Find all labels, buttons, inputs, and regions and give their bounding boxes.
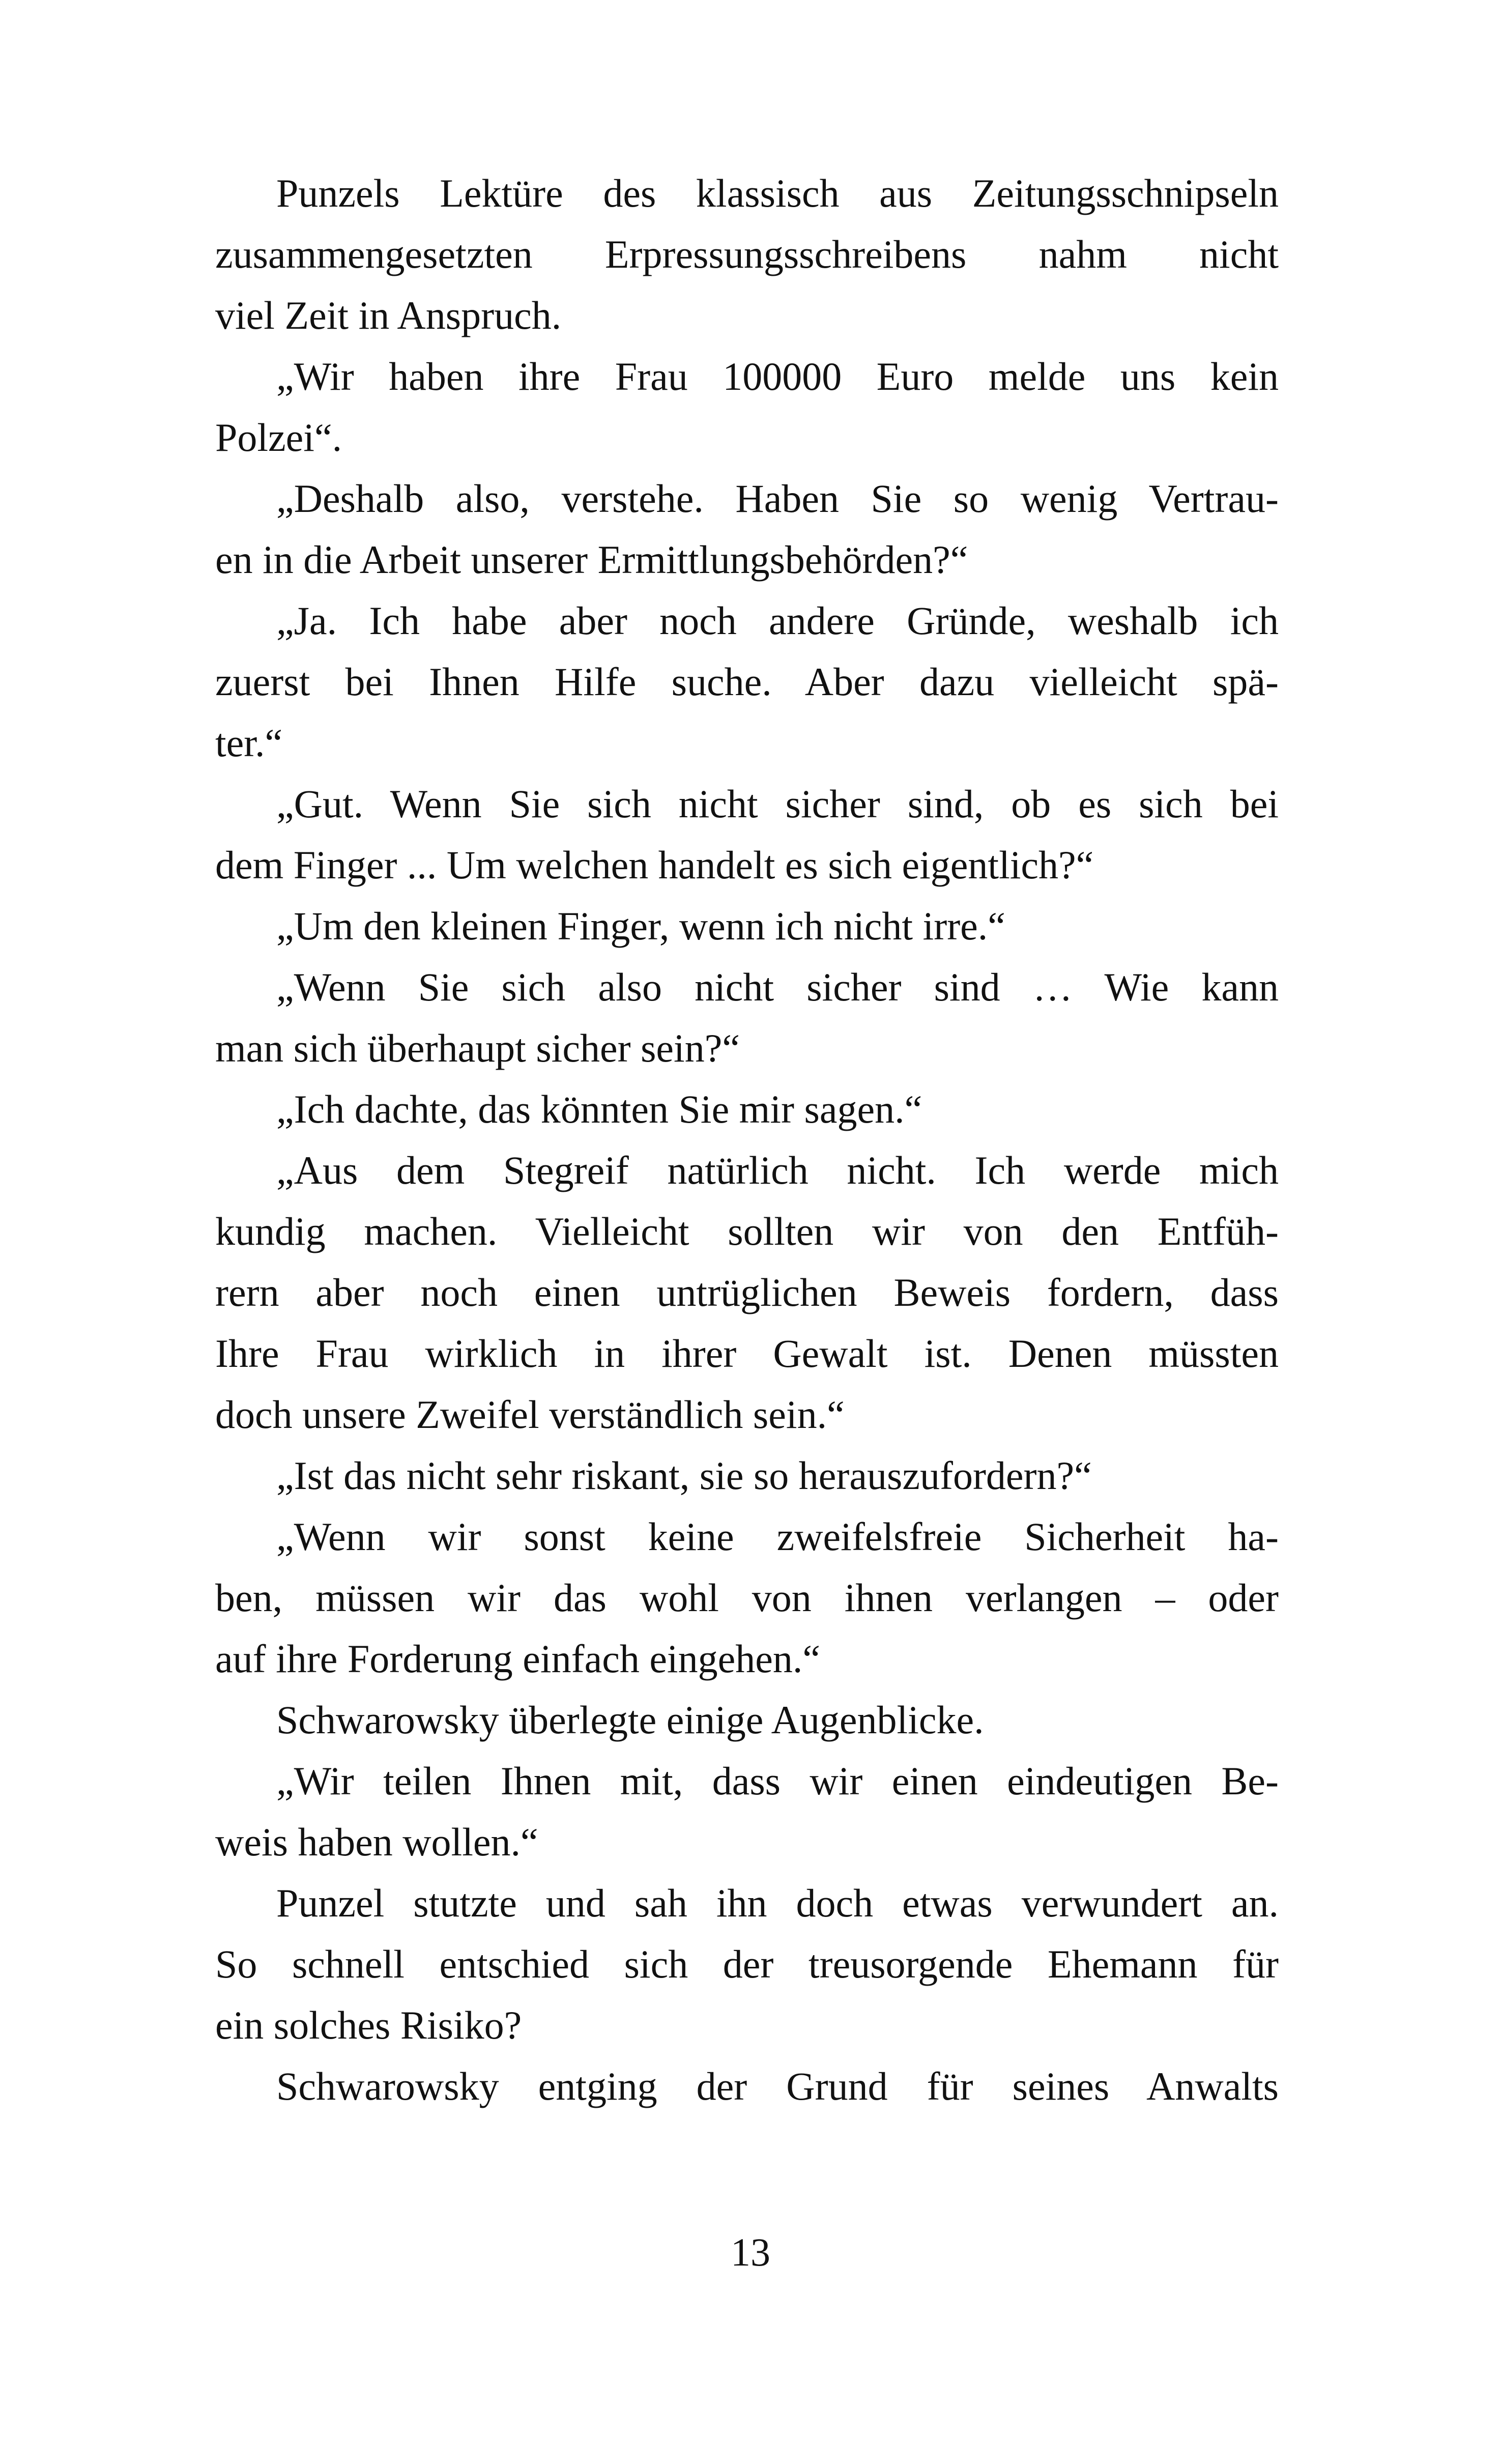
text-line: rern aber noch einen untrüglichen Beweis fordern, dass — [215, 1270, 1279, 1314]
text-line: „Deshalb also, verstehe. Haben Sie so wenig Vertrau- — [276, 476, 1279, 521]
text-line: Schwarowsky entging der Grund für seines Anwalts — [276, 2064, 1279, 2108]
text-line: „Wenn wir sonst keine zweifelsfreie Sicherheit ha- — [276, 1514, 1279, 1559]
text-line: Punzel stutzte und sah ihn doch etwas verwundert an. — [276, 1881, 1279, 1925]
text-line: dem Finger ... Um welchen handelt es sich eigentlich?“ — [215, 843, 1094, 887]
text-line: zusammengesetzten Erpressungsschreibens nahm nicht — [215, 232, 1279, 276]
text-line: kundig machen. Vielleicht sollten wir von den Entfüh- — [215, 1209, 1279, 1253]
text-line: „Um den kleinen Finger, wenn ich nicht irre.“ — [276, 904, 1005, 948]
text-line: So schnell entschied sich der treusorgende Ehemann für — [215, 1942, 1279, 1986]
text-line: Ihre Frau wirklich in ihrer Gewalt ist. Denen müssten — [215, 1331, 1279, 1376]
text-line: „Gut. Wenn Sie sich nicht sicher sind, ob es sich bei — [276, 782, 1279, 826]
page-number: 13 — [731, 2230, 770, 2274]
text-line: ter.“ — [215, 721, 283, 765]
text-line: weis haben wollen.“ — [215, 1820, 538, 1864]
text-line: zuerst bei Ihnen Hilfe suche. Aber dazu vielleicht spä- — [215, 660, 1279, 704]
text-line: „Ja. Ich habe aber noch andere Gründe, weshalb ich — [276, 598, 1279, 643]
text-line: „Wenn Sie sich also nicht sicher sind … Wie kann — [276, 965, 1279, 1009]
text-line: „Ist das nicht sehr riskant, sie so herauszufordern?“ — [276, 1453, 1092, 1498]
text-line: Punzels Lektüre des klassisch aus Zeitungsschnipseln — [276, 171, 1279, 215]
text-line: en in die Arbeit unserer Ermittlungsbehörden?“ — [215, 537, 968, 582]
text-line: viel Zeit in Anspruch. — [215, 293, 562, 337]
text-line: „Aus dem Stegreif natürlich nicht. Ich werde mich — [276, 1148, 1279, 1192]
text-line: Polzei“. — [215, 415, 342, 460]
text-line: doch unsere Zweifel verständlich sein.“ — [215, 1392, 845, 1437]
text-line: ein solches Risiko? — [215, 2003, 522, 2047]
text-line: Schwarowsky überlegte einige Augenblicke. — [276, 1698, 984, 1742]
body-text — [215, 163, 1279, 2117]
text-line: auf ihre Forderung einfach eingehen.“ — [215, 1637, 820, 1681]
text-line: „Ich dachte, das könnten Sie mir sagen.“ — [276, 1087, 922, 1131]
text-line: „Wir teilen Ihnen mit, dass wir einen eindeutigen Be- — [276, 1759, 1279, 1803]
text-line: man sich überhaupt sicher sein?“ — [215, 1026, 740, 1070]
text-line: ben, müssen wir das wohl von ihnen verlangen – oder — [215, 1575, 1279, 1620]
text-line: „Wir haben ihre Frau 100000 Euro melde uns kein — [276, 354, 1279, 398]
